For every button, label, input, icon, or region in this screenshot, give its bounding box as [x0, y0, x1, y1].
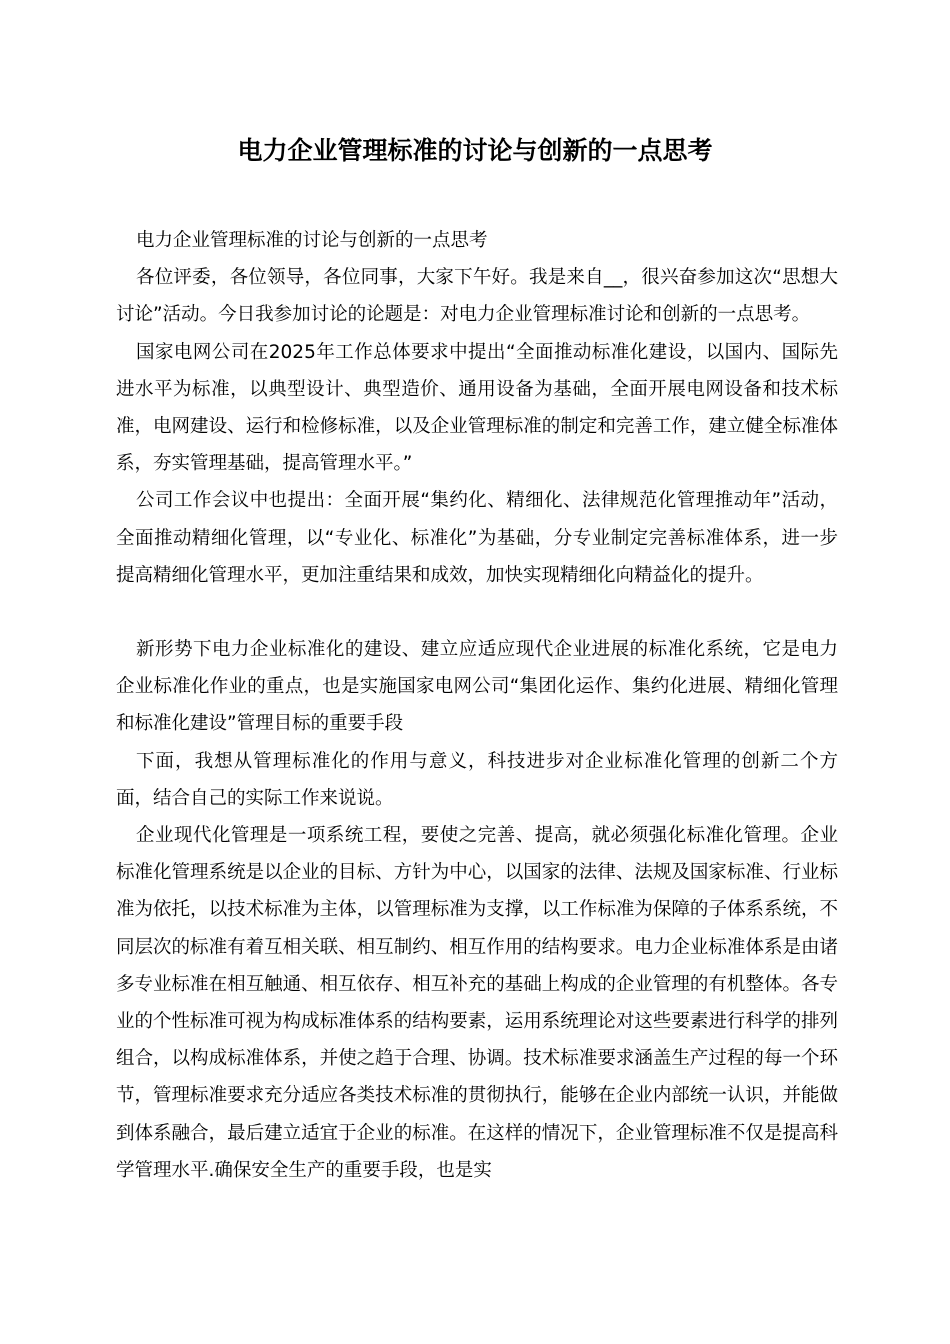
document-body — [116, 222, 838, 1189]
paragraph-outline: 下面，我想从管理标准化的作用与意义，科技进步对企业标准化管理的创新二个方面，结合自己的实际工作来说说。 — [116, 750, 838, 809]
paragraph-subtitle: 电力企业管理标准的讨论与创新的一点思考 — [136, 230, 488, 251]
paragraph-company-meeting: 公司工作会议中也提出：全面开展“集约化、精细化、法律规范化管理推动年”活动，全面推动精细化管理，以“专业化、标准化”为基础，分专业制定完善标准体系，进一步提高精细化管理水平，更加注重结果和成效，加快实现精细化向精益化的提升。 — [116, 490, 838, 586]
document-title: 电力企业管理标准的讨论与创新的一点思考 — [237, 136, 713, 165]
paragraph-system-engineering: 企业现代化管理是一项系统工程，要使之完善、提高，就必须强化标准化管理。企业标准化管理系统是以企业的目标、方针为中心，以国家的法律、法规及国家标准、行业标准为依托，以技术标准为主体，以管理标准为支撑，以工作标准为保障的子体系系统，不同层次的标准有着互相关联、相互制约、相互作用的结构要求。电力企业标准体系是由诸多专业标准在相互触通、相互依存、相互补充的基础上构成的企业管理的有机整体。各专业的个性标准可视为构成标准体系的结构要素，运用系统理论对这些要素进行科学的排列组合，以构成标准体系，并使之趋于合理、协调。技术标准要求涵盖生产过程的每一个环节，管理标准要求充分适应各类技术标准的贯彻执行，能够在企业内部统一认识，并能做到体系融合，最后建立适宜于企业的标准。在这样的情况下，企业管理标准不仅是提高科学管理水平.确保安全生产的重要手段，也是实 — [116, 825, 838, 1181]
paragraph-state-grid-requirements: 国家电网公司在2025年工作总体要求中提出“全面推动标准化建设，以国内、国际先进水平为标准，以典型设计、典型造价、通用设备为基础，全面开展电网设备和技术标准，电网建设、运行和检修标准，以及企业管理标准的制定和完善工作，建立健全标准体系，夯实管理基础，提高管理水平。” — [116, 341, 838, 475]
paragraph-greeting: 各位评委，各位领导，各位同事，大家下午好。我是来自__，很兴奋参加这次“思想大讨论”活动。今日我参加讨论的论题是：对电力企业管理标准讨论和创新的一点思考。 — [116, 267, 838, 326]
paragraph-new-situation: 新形势下电力企业标准化的建设、建立应适应现代企业进展的标准化系统，它是电力企业标准化作业的重点，也是实施国家电网公司“集团化运作、集约化进展、精细化管理和标准化建设”管理目标的重要手段 — [116, 639, 838, 735]
